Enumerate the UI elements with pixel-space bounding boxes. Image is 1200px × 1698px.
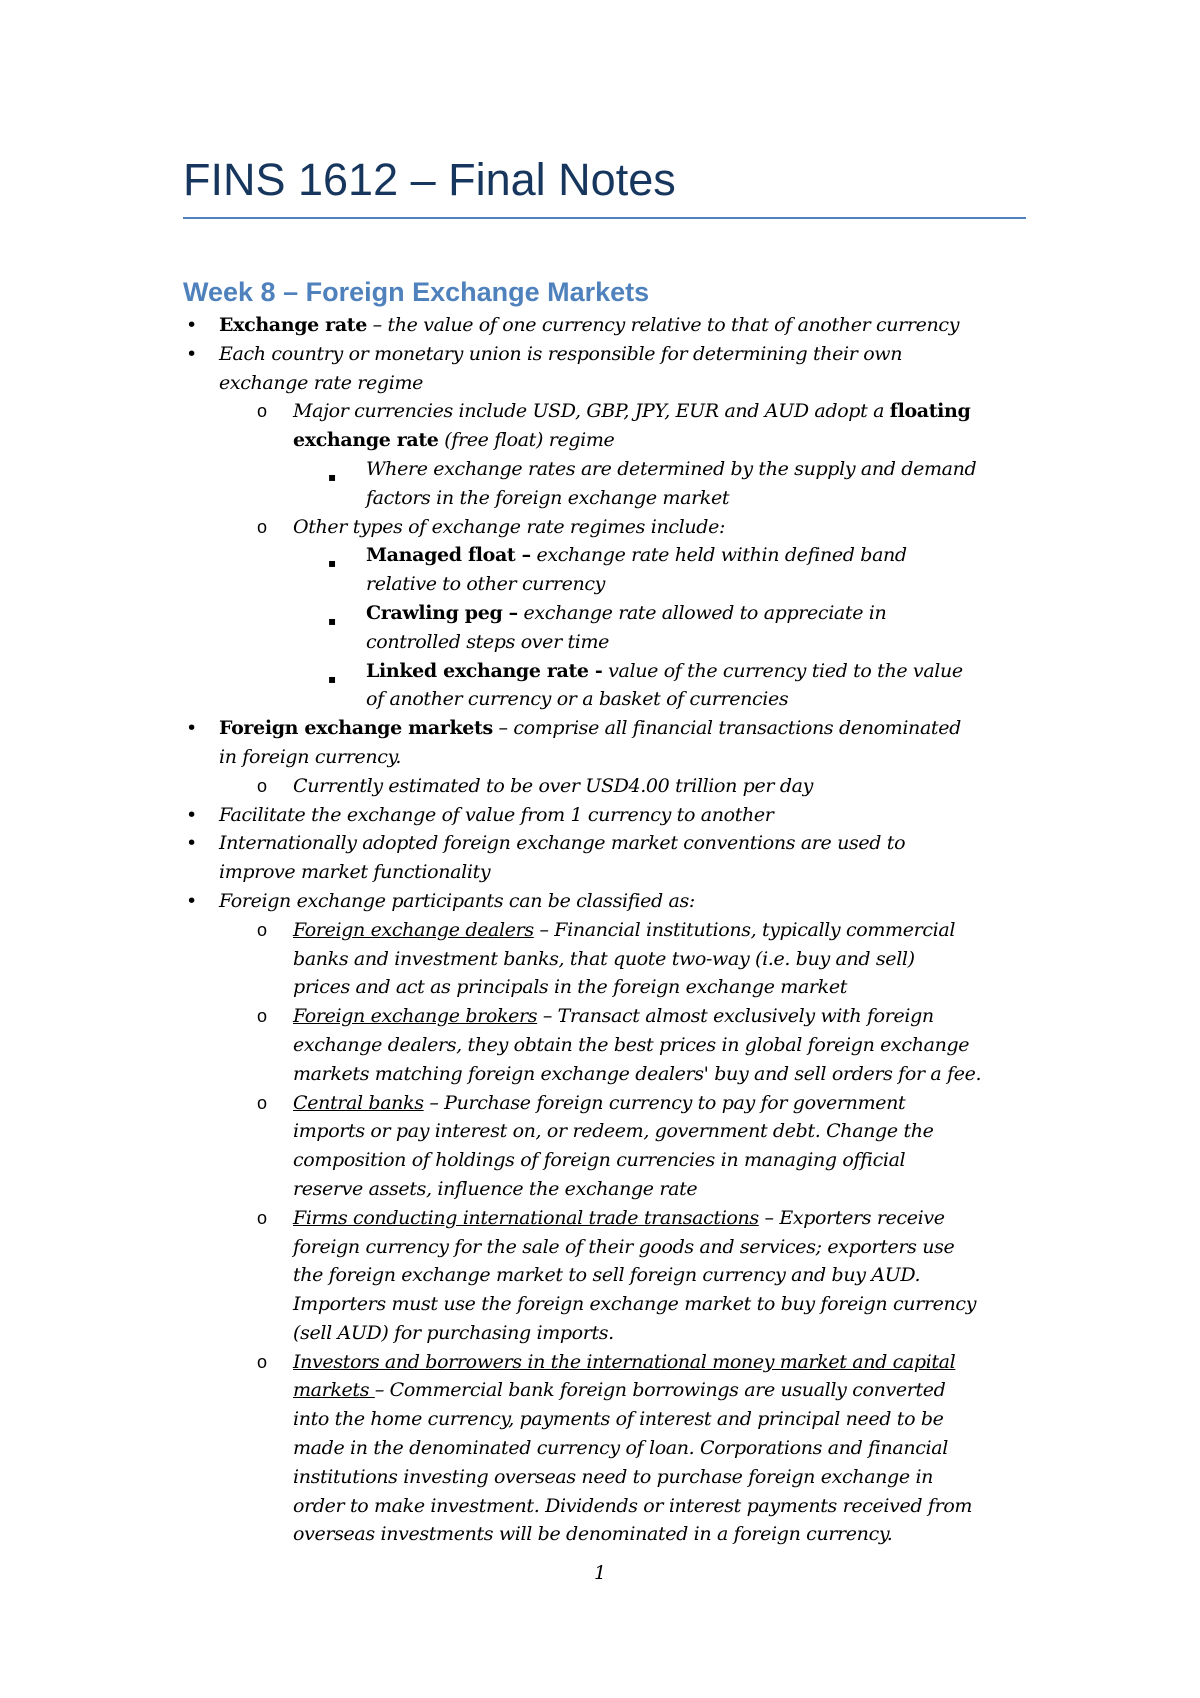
sub-bullet-other-types xyxy=(0,513,1200,542)
section-heading: Week 8 – Foreign Exchange Markets xyxy=(183,277,650,307)
sub-bullet-marker: o xyxy=(257,1006,268,1027)
bullet-facilitate xyxy=(0,801,1200,830)
bullet-text: Facilitate the exchange of value from 1 currency to another xyxy=(219,803,774,826)
sub-bullet-firms-cont xyxy=(0,1261,1200,1290)
square-bullet-marker: ▪ xyxy=(328,556,337,571)
bullet-text: Each country or monetary union is responsible for determining their own xyxy=(219,342,903,365)
sub-bullet-marker: o xyxy=(257,919,268,940)
bullet-text: Foreign exchange dealers – Financial institutions, typically commercial xyxy=(293,918,956,941)
bullet-conventions xyxy=(0,829,1200,858)
sub-sub-bullet-managed-float-cont xyxy=(0,570,1200,599)
bullet-marker: • xyxy=(186,314,198,336)
bullet-text: Managed float – exchange rate held within defined band xyxy=(366,544,907,567)
sub-bullet-marker: o xyxy=(257,1092,268,1113)
bullet-text: controlled steps over time xyxy=(366,630,610,653)
sub-bullet-investors-cont xyxy=(0,1463,1200,1492)
sub-bullet-major-currencies-cont xyxy=(0,426,1200,455)
bullet-marker: • xyxy=(186,803,198,826)
bullet-text: in foreign currency. xyxy=(219,745,402,768)
square-bullet-marker: ▪ xyxy=(328,469,337,484)
square-bullet-marker: ▪ xyxy=(328,613,337,628)
bullet-text: Exchange rate – the value of one currency relative to that of another currency xyxy=(219,314,960,336)
bullet-marker: • xyxy=(186,717,198,740)
bullet-text: Foreign exchange markets – comprise all financial transactions denominated xyxy=(219,717,961,740)
sub-sub-bullet-crawling-peg-cont xyxy=(0,628,1200,657)
bullet-fx-markets xyxy=(0,714,1200,743)
sub-bullet-investors-cont xyxy=(0,1520,1200,1549)
bullet-text: prices and act as principals in the foreign exchange market xyxy=(293,976,847,999)
title-underline xyxy=(183,217,1026,219)
bullet-text: exchange rate (free float) regime xyxy=(293,429,615,452)
sub-bullet-brokers-cont xyxy=(0,1060,1200,1089)
bullet-text: made in the denominated currency of loan. Corporations and financial xyxy=(293,1437,948,1460)
bullet-text: Investors and borrowers in the international money market and capital xyxy=(293,1350,956,1373)
bullet-text: Other types of exchange rate regimes include: xyxy=(293,515,726,538)
sub-bullet-central-banks xyxy=(0,1089,1200,1118)
bullet-text: Firms conducting international trade transactions – Exporters receive xyxy=(293,1206,945,1229)
sub-bullet-marker: o xyxy=(257,401,268,422)
bullet-participants xyxy=(0,887,1200,916)
bullet-text: markets matching foreign exchange dealers' buy and sell orders for a fee. xyxy=(293,1062,982,1085)
sub-bullet-fx-size xyxy=(0,772,1200,801)
bullet-text: Currently estimated to be over USD4.00 trillion per day xyxy=(293,774,813,797)
sub-sub-bullet-float xyxy=(0,455,1200,484)
sub-bullet-investors xyxy=(0,1348,1200,1377)
bullet-text: composition of holdings of foreign currencies in managing official xyxy=(293,1149,906,1172)
bullet-marker: • xyxy=(186,832,198,855)
bullet-marker: • xyxy=(186,889,198,912)
bullet-exchange-rate xyxy=(0,311,1200,340)
sub-bullet-firms xyxy=(0,1204,1200,1233)
sub-bullet-investors-cont xyxy=(0,1434,1200,1463)
bullet-text: exchange dealers, they obtain the best prices in global foreign exchange xyxy=(293,1033,970,1056)
bullet-text: Foreign exchange participants can be classified as: xyxy=(219,889,695,912)
bullet-fx-markets-cont xyxy=(0,743,1200,772)
bullet-text: relative to other currency xyxy=(366,573,606,596)
sub-bullet-investors-cont xyxy=(0,1405,1200,1434)
bullet-text: Major currencies include USD, GBP, JPY, EUR and AUD adopt a floating xyxy=(293,400,971,423)
sub-bullet-marker: o xyxy=(257,775,268,796)
sub-sub-bullet-crawling-peg xyxy=(0,599,1200,628)
bullet-text: of another currency or a basket of currencies xyxy=(366,688,789,711)
square-bullet-marker: ▪ xyxy=(328,671,337,686)
sub-bullet-dealers-cont xyxy=(0,945,1200,974)
sub-sub-bullet-managed-float xyxy=(0,541,1200,570)
bullet-text: order to make investment. Dividends or interest payments received from xyxy=(293,1494,973,1517)
bullet-text: Internationally adopted foreign exchange market conventions are used to xyxy=(219,832,906,855)
bullet-text: foreign currency for the sale of their goods and services; exporters use xyxy=(293,1235,955,1258)
sub-bullet-marker: o xyxy=(257,1351,268,1372)
sub-bullet-brokers-cont xyxy=(0,1031,1200,1060)
bullet-text: exchange rate regime xyxy=(219,371,424,394)
sub-bullet-dealers-cont xyxy=(0,973,1200,1002)
sub-bullet-dealers xyxy=(0,916,1200,945)
bullet-text: (sell AUD) for purchasing imports. xyxy=(293,1321,614,1344)
sub-bullet-investors-cont xyxy=(0,1376,1200,1405)
document-title: FINS 1612 – Final Notes xyxy=(183,154,676,205)
bullet-regime-cont xyxy=(0,369,1200,398)
sub-bullet-investors-cont xyxy=(0,1492,1200,1521)
bullet-text: banks and investment banks, that quote two-way (i.e. buy and sell) xyxy=(293,947,915,970)
sub-sub-bullet-linked-rate-cont xyxy=(0,685,1200,714)
sub-bullet-major-currencies xyxy=(0,397,1200,426)
bullet-text: Crawling peg – exchange rate allowed to appreciate in xyxy=(366,601,887,624)
bullet-text: improve market functionality xyxy=(219,861,491,884)
bullet-text: factors in the foreign exchange market xyxy=(366,486,730,509)
bullet-text: into the home currency, payments of interest and principal need to be xyxy=(293,1408,944,1431)
bullet-text: Where exchange rates are determined by the supply and demand xyxy=(366,457,977,480)
bullet-text: markets – Commercial bank foreign borrowings are usually converted xyxy=(293,1379,946,1402)
bullet-text: overseas investments will be denominated in a foreign currency. xyxy=(293,1523,893,1546)
sub-bullet-central-banks-cont xyxy=(0,1117,1200,1146)
bullet-text: reserve assets, influence the exchange rate xyxy=(293,1177,698,1200)
sub-sub-bullet-float-cont xyxy=(0,484,1200,513)
sub-bullet-central-banks-cont xyxy=(0,1175,1200,1204)
bullet-conventions-cont xyxy=(0,858,1200,887)
bullet-text: the foreign exchange market to sell foreign currency and buy AUD. xyxy=(293,1264,921,1287)
sub-bullet-marker: o xyxy=(257,516,268,537)
sub-bullet-firms-cont xyxy=(0,1233,1200,1262)
page-number: 1 xyxy=(593,1562,607,1584)
sub-bullet-marker: o xyxy=(257,1207,268,1228)
sub-bullet-brokers xyxy=(0,1002,1200,1031)
notes-body xyxy=(0,311,1200,1549)
bullet-marker: • xyxy=(186,342,198,365)
term-exchange-rate: Exchange rate xyxy=(219,314,367,336)
sub-bullet-firms-cont xyxy=(0,1290,1200,1319)
bullet-text: institutions investing overseas need to purchase foreign exchange in xyxy=(293,1465,934,1488)
sub-sub-bullet-linked-rate xyxy=(0,657,1200,686)
bullet-text: Importers must use the foreign exchange market to buy foreign currency xyxy=(293,1293,977,1316)
bullet-text: Central banks – Purchase foreign currency to pay for government xyxy=(293,1091,906,1114)
bullet-text: imports or pay interest on, or redeem, government debt. Change the xyxy=(293,1120,934,1143)
bullet-text: Foreign exchange brokers – Transact almost exclusively with foreign xyxy=(293,1005,934,1028)
sub-bullet-firms-cont xyxy=(0,1319,1200,1348)
bullet-regime xyxy=(0,340,1200,369)
sub-bullet-central-banks-cont xyxy=(0,1146,1200,1175)
bullet-text: Linked exchange rate - value of the currency tied to the value xyxy=(366,659,963,682)
